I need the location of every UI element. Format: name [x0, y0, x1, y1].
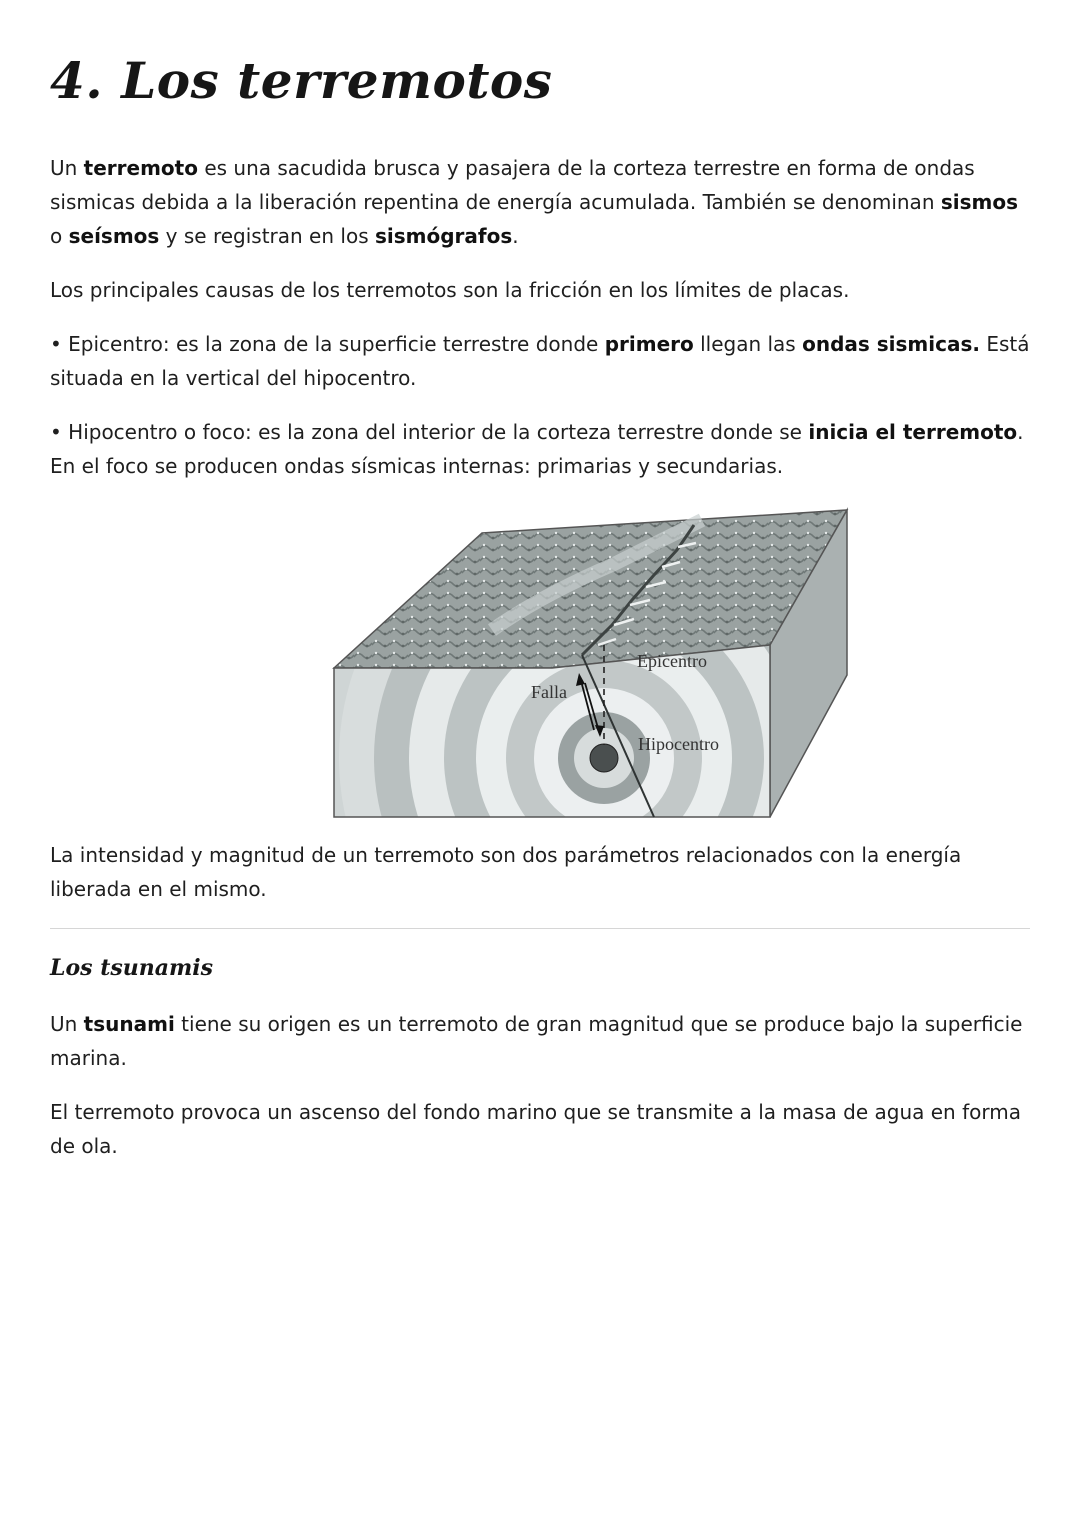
- bullet-hipocentro: • Hipocentro o foco: es la zona del interior de la corteza terrestre donde se inicia el terremoto. En el foco se producen ondas sísmicas internas: primarias y secundarias.: [50, 420, 1024, 478]
- hipocentro-focus: [590, 744, 618, 772]
- label-hipocentro: Hipocentro: [638, 734, 719, 754]
- paragraph-causes: Los principales causas de los terremotos son la fricción en los límites de placas.: [50, 278, 850, 302]
- paragraph-terremoto-definition: Un terremoto es una sacudida brusca y pasajera de la corteza terrestre en forma de ondas sismicas debida a la liberación repentina de energía acumulada. También se denominan sismos o seísmos y se registran en los sismógrafos.: [50, 156, 1019, 248]
- page-title: 4. Los terremotos: [50, 51, 553, 110]
- section-divider: [50, 928, 1030, 929]
- paragraph-tsunami-wave: El terremoto provoca un ascenso del fondo marino que se transmite a la masa de agua en forma de ola.: [50, 1100, 1021, 1158]
- paragraph-tsunami-origin: Un tsunami tiene su origen es un terremoto de gran magnitud que se produce bajo la superficie marina.: [50, 1012, 1023, 1070]
- earthquake-diagram: [282, 505, 852, 820]
- label-falla: Falla: [531, 682, 567, 702]
- paragraph-intensity-magnitude: La intensidad y magnitud de un terremoto son dos parámetros relacionados con la energía liberada en el mismo.: [50, 843, 962, 901]
- section-title-tsunamis: Los tsunamis: [50, 955, 214, 981]
- label-epicentro: Epicentro: [637, 651, 707, 671]
- bullet-epicentro: • Epicentro: es la zona de la superficie terrestre donde primero llegan las ondas sismicas. Está situada en la vertical del hipocentro.: [50, 332, 1030, 390]
